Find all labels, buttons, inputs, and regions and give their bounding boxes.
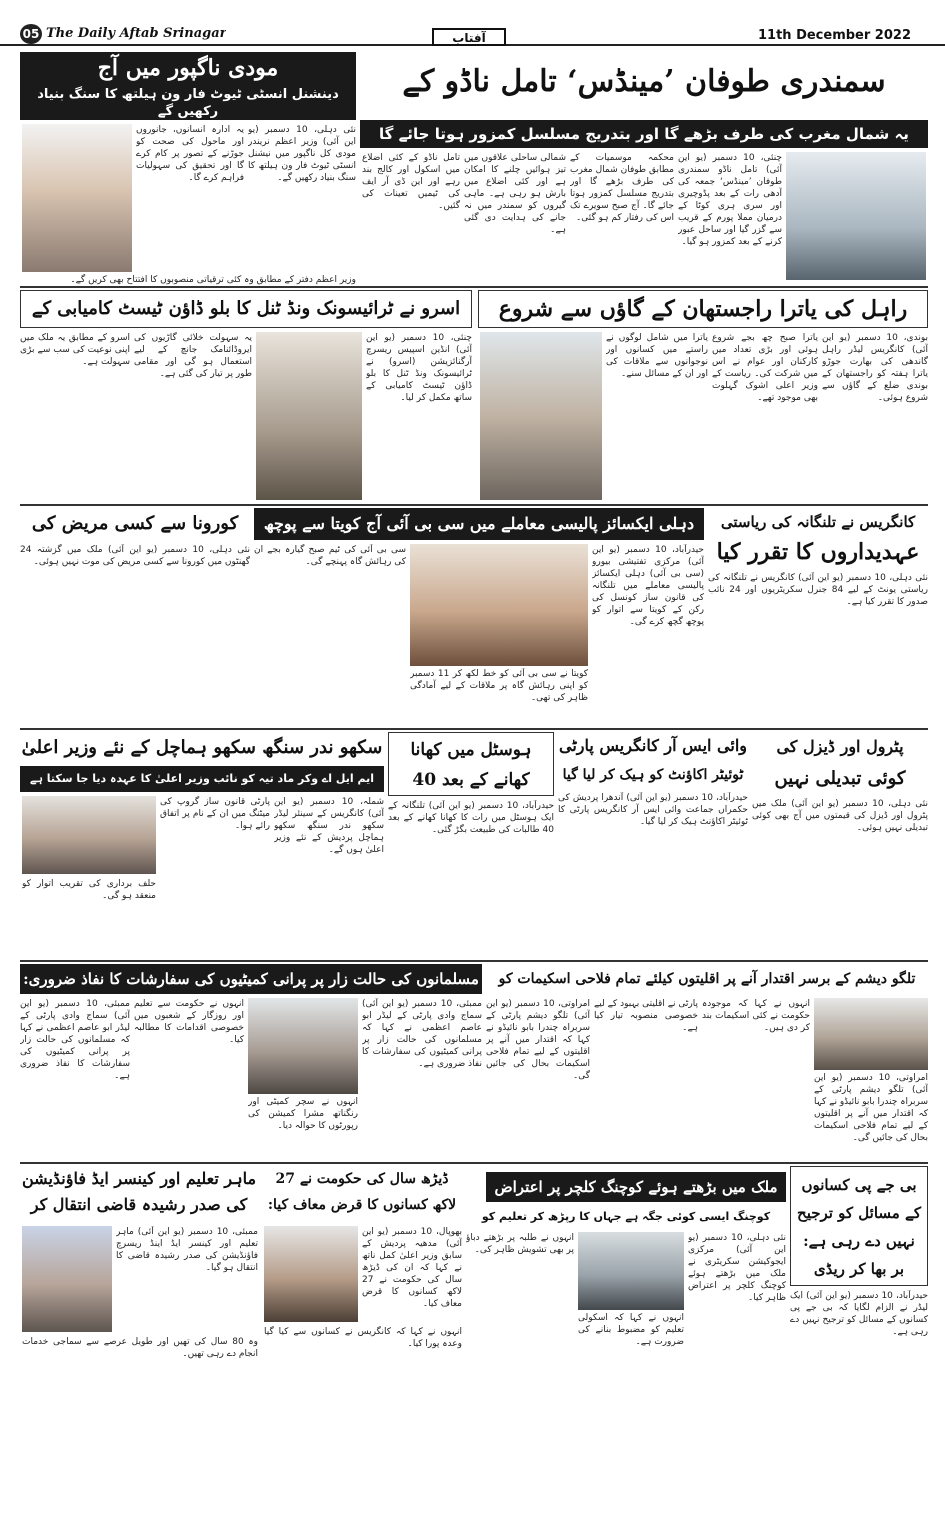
- paper-logo: آفتاب: [432, 28, 506, 46]
- divider: [20, 286, 928, 288]
- storm-col-4: تامل ناڈو کے کئی اضلاع میں اسکول اور کالج بند رہے اور این ڈی آر ایف کی ٹیمیں تعینات کی گئیں۔: [362, 153, 460, 211]
- petrol-headline: پٹرول اور ڈیزل کی: [776, 737, 904, 756]
- isro-col-2: یہ سہولت خلائی گاڑیوں کی ایروڈائنامک جانچ کے لیے استعمال ہو گی اور مقامی طور پر تیار کی گئی ہے۔: [134, 333, 252, 379]
- sukhu-col-3: حلف برداری کی تقریب اتوار کو منعقد ہو گی۔: [22, 879, 156, 901]
- azmi-photo: [248, 998, 358, 1094]
- secretary-photo: [578, 1232, 684, 1310]
- storm-subhead: یہ شمال مغرب کی طرف بڑھے گا اور بتدریج مسلسل کمزور ہوتا جائے گا: [360, 120, 928, 148]
- divider: [20, 1162, 928, 1164]
- naidu-col-1: امراوتی، 10 دسمبر (یو این آئی) تلگو دیشم پارٹی کے سربراہ چندرا بابو نائیڈو نے کہا کہ اقتدار میں آنے پر اقلیتوں کے لیے تمام فلاحی اسکیمات بحال کی جائیں گی۔: [814, 1073, 928, 1143]
- sukhu-headline: سکھو ندر سنگھ سکھو ہماچل کے نئے وزیر اعلیٰ: [21, 737, 383, 758]
- hostel-body: حیدرآباد، 10 دسمبر (یو این آئی) تلنگانہ کے ایک ہوسٹل میں رات کا کھانا کھانے کے بعد 40 طالبات کی طبیعت بگڑ گئی۔: [388, 801, 554, 835]
- ysrcp-headline: وائی ایس آر کانگریس پارٹی: [558, 736, 747, 755]
- sukhu-photo: [22, 796, 156, 874]
- farmers-body: حیدرآباد، 10 دسمبر (یو این آئی) ایک لیڈر نے الزام لگایا کہ بی جے پی کسانوں کے مسائل کو ترجیح نہیں دے رہی ہے۔: [790, 1291, 928, 1337]
- naidu-col-2: انہوں نے کہا کہ موجودہ حکومت نے کئی اسکیمات بند کر دی ہیں۔: [702, 999, 810, 1033]
- coaching-subhead: کوچنگ ایسی کوئی جگہ ہے جہاں کا رپڑھ کر تعلیم کو: [481, 1210, 771, 1223]
- corona-body: نئی دہلی، 10 دسمبر (یو این آئی) ملک میں گزشتہ 24 گھنٹوں میں کورونا سے کسی مریض کی موت نہیں ہوئی۔: [20, 545, 250, 567]
- modi-col-1: نئی دہلی، 10 دسمبر (یو این آئی) وزیر اعظم نریندر مودی کل ناگپور میں نیشنل انسٹی ٹیوٹ فار ون ہیلتھ کا سنگ بنیاد رکھیں گے۔: [248, 125, 356, 183]
- qazi-col-2: وہ 80 سال کی تھیں اور طویل عرصے سے سماجی خدمات انجام دے رہی تھیں۔: [22, 1337, 258, 1359]
- naidu-col-4: امراوتی، 10 دسمبر (یو این آئی) تلگو دیشم پارٹی کے سربراہ چندرا بابو نائیڈو نے کہا کہ اقتدار میں آنے پر اقلیتوں کے لیے تمام فلاحی اسکیمات بحال کی جائیں گی۔: [486, 999, 590, 1081]
- storm-col-2: محکمہ موسمیات کے مطابق طوفان شمال مغرب کی طرف بڑھے گا اور بتدریج مسلسل کمزور ہوتا جائے گا۔ آج صبح سویرے تک اس کی رفتار کم ہو گئی۔: [570, 153, 674, 223]
- ysrcp-subhead: ٹوئیٹر اکاؤنٹ کو ہیک کر لیا گیا: [562, 767, 744, 783]
- kamalnath-headline: ڈیڑھ سال کی حکومت نے 27 لاکھ کسانوں کا قرض معاف کیا:: [267, 1171, 457, 1213]
- coaching-col-3: انہوں نے طلبہ پر بڑھتے دباؤ پر بھی تشویش ظاہر کی۔: [466, 1233, 574, 1255]
- azmi-col-4: ممبئی، 10 دسمبر (یو این آئی) سماج وادی پارٹی کے لیڈر ابو عاصم اعظمی نے کہا کہ مسلمانوں کی حالت زار پر پرانی کمیٹیوں کی سفارشات کا نفاذ ضروری ہے۔: [20, 999, 130, 1081]
- congress-body: نئی دہلی، 10 دسمبر (یو این آئی) کانگریس نے تلنگانہ کی ریاستی یونٹ کے لیے 84 جنرل سکریٹریوں اور 24 نائب صدور کا تقرر کیا ہے۔: [708, 573, 928, 607]
- qazi-headline: ماہر تعلیم اور کینسر ایڈ فاؤنڈیشن کی صدر رشیدہ قاضی انتقال کر: [21, 1169, 257, 1214]
- modi-headline: مودی ناگپور میں آج: [20, 52, 356, 84]
- farmers-headline: بی جے پی کسانوں کے مسائل کو ترجیح نہیں دے رہی ہے: بر بھا کر ریڈی: [790, 1166, 928, 1286]
- sukhu-col-1: شملہ، 10 دسمبر (یو این آئی) کانگریس کے سینئر لیڈر سکھو ندر سنگھ سکھو ہماچل پردیش کے نئے وزیر اعلیٰ ہوں گے۔: [274, 797, 384, 855]
- divider: [20, 504, 928, 506]
- congress-subhead: عہدیداروں کا تقرر کیا: [716, 539, 920, 565]
- coaching-col-1: نئی دہلی، 10 دسمبر (یو این آئی) مرکزی ایجوکیشن سکریٹری نے ملک میں بڑھتے ہوئے کوچنگ کلچر پر اعتراض ظاہر کیا۔: [688, 1233, 786, 1303]
- sukhu-subhead: ایم ایل اے وکر ماد تیہ کو نائب وزیر اعلیٰ کا عہدہ دیا جا سکتا ہے: [20, 766, 384, 792]
- corona-headline: کورونا سے کسی مریض کی: [31, 513, 239, 534]
- azmi-col-3: انہوں نے حکومت سے تعلیم اور روزگار کے شعبوں میں خصوصی اقدامات کا مطالبہ کیا۔: [134, 999, 244, 1045]
- page-number: 05: [20, 24, 42, 44]
- storm-col-3: شمالی ساحلی علاقوں میں تیز ہوائیں چلنے کا امکان ہے اور کئی اضلاع میں بارش ہو رہی ہے۔ ماہی گیروں کو سمندر میں نہ جانے کی ہدایت دی گئی ہے۔: [464, 153, 566, 235]
- kamalnath-col-2: انہوں نے کہا کہ کانگریس نے کسانوں سے کیا گیا وعدہ پورا کیا۔: [264, 1327, 462, 1349]
- qazi-col-1: ممبئی، 10 دسمبر (یو این آئی) ماہر تعلیم اور کینسر ایڈ اینڈ ریسرچ فاؤنڈیشن کی صدر رشیدہ قاضی کا انتقال ہو گیا۔: [116, 1227, 258, 1273]
- excise-col-2: کویتا نے سی بی آئی کو خط لکھ کر 11 دسمبر کو اپنی رہائش گاہ پر ملاقات کے لیے آمادگی ظاہر کی تھی۔: [410, 669, 588, 703]
- paper-name: The Daily Aftab Srinagar: [46, 26, 227, 41]
- azmi-headline: مسلمانوں کی حالت زار پر پرانی کمیٹیوں کی سفارشات کا نفاذ ضروری:: [20, 964, 482, 994]
- coaching-headline: ملک میں بڑھتے ہوئے کوچنگ کلچر پر اعتراض: [486, 1172, 786, 1202]
- qazi-photo: [22, 1226, 112, 1332]
- naidu-photo: [814, 998, 928, 1070]
- ysrcp-body: حیدرآباد، 10 دسمبر (یو این آئی) آندھرا پردیش کی حکمراں جماعت وائی ایس آر کانگریس پارٹی کا ٹوئیٹر اکاؤنٹ ہیک کر لیا گیا۔: [558, 793, 748, 827]
- divider: [20, 960, 928, 962]
- sukhu-col-2: پارٹی قانون ساز گروپ کی میٹنگ میں ان کے نام پر اتفاق رائے ہوا۔: [160, 797, 270, 831]
- storm-headline: سمندری طوفان ’مینڈس‘ تامل ناڈو کے: [402, 64, 886, 99]
- rahul-col-1: بوندی، 10 دسمبر (یو این آئی) کانگریس لیڈر راہل گاندھی کی بھارت جوڑو یاترا ہفتہ کو راجستھان کے بوندی ضلع کے گاؤں سے شروع ہوئی۔: [822, 333, 928, 403]
- kamalnath-col-1: بھوپال، 10 دسمبر (یو این آئی) مدھیہ پردیش کے سابق وزیر اعلیٰ کمل ناتھ نے کہا کہ ان کی ڈیڑھ سال کی حکومت نے 27 لاکھ کسانوں کا قرض معاف کیا۔: [362, 1227, 462, 1309]
- coaching-col-2: انہوں نے کہا کہ اسکولی تعلیم کو مضبوط بنانے کی ضرورت ہے۔: [578, 1313, 684, 1347]
- rahul-headline: راہل کی یاترا راجستھان کے گاؤں سے شروع: [478, 290, 928, 328]
- rahul-col-3: یاترا میں شامل لوگوں نے راستے میں کسانوں اور نوجوانوں سے ملاقات کی اور ان کے مسائل سنے۔: [606, 333, 708, 379]
- rahul-col-2: یاترا صبح چھ بجے شروع ہوئی اور بڑی تعداد میں کارکنان اور عوام نے اس میں شرکت کی۔ ریاست کے وزیر اعلی اشوک گہلوت بھی موجود تھے۔: [712, 333, 818, 403]
- modi-col-2: یہ ادارہ انسانوں، جانوروں اور ماحول کی صحت کو جوڑنے کے تصور پر کام کرے گا اور تحقیق کی سہولیات فراہم کرے گا۔: [136, 125, 244, 183]
- modi-col-3: وزیر اعظم دفتر کے مطابق وہ کئی ترقیاتی منصوبوں کا افتتاح بھی کریں گے۔: [70, 275, 356, 285]
- kavitha-photo: [410, 544, 588, 666]
- naidu-headline: تلگو دیشم کے برسر اقتدار آنے پر اقلیتوں کیلئے تمام فلاحی اسکیمات کو: [498, 971, 916, 987]
- hostel-headline: ہوسٹل میں کھانا کھانے کے بعد 40: [388, 732, 554, 796]
- naidu-col-3: پارٹی نے اقلیتی بہبود کے لیے خصوصی منصوبہ تیار کیا ہے۔: [594, 999, 698, 1033]
- isro-col-1: چنئی، 10 دسمبر (یو این آئی) انڈین اسپیس ریسرچ آرگنائزیشن (اسرو) نے ٹرائیسونک ونڈ ٹنل کا بلو ڈاؤن ٹیسٹ کامیابی کے ساتھ مکمل کر لیا۔: [366, 333, 472, 403]
- modi-subhead: دینشنل انسٹی ٹیوٹ فار ون ہیلتھ کا سنگ بنیاد رکھیں گے: [20, 84, 356, 120]
- isro-col-3: اسرو کے مطابق یہ ملک میں اپنی نوعیت کی سب سے بڑی سہولت ہے۔: [20, 333, 130, 367]
- azmi-col-1: ممبئی، 10 دسمبر (یو این آئی) سماج وادی پارٹی کے لیڈر ابو عاصم اعظمی نے کہا کہ مسلمانوں کی حالت زار پر پرانی کمیٹیوں کی سفارشات کا نفاذ ضروری ہے۔: [362, 999, 482, 1069]
- modi-photo: [22, 124, 132, 272]
- storm-col-1: چنئی، 10 دسمبر (یو این آئی) تامل ناڈو سمندری طوفان ’مینڈس‘ جمعہ کی آدھی رات کے بعد پڈوچیری اور سری ہری کوٹا کے درمیان مملا پورم کے قریب سے گزر گیا اور ساحل عبور کرنے کے بعد کمزور ہو گیا۔: [678, 153, 782, 247]
- isro-photo: [256, 332, 362, 500]
- rahul-photo: [480, 332, 602, 500]
- azmi-col-2: انہوں نے سچر کمیٹی اور رنگناتھ مشرا کمیشن کی رپورٹوں کا حوالہ دیا۔: [248, 1097, 358, 1131]
- excise-headline: دہلی ایکسائز پالیسی معاملے میں سی بی آئی آج کویتا سے پوچھ: [254, 508, 704, 540]
- kamalnath-photo: [264, 1226, 358, 1322]
- issue-date: 11th December 2022: [757, 28, 911, 43]
- excise-col-1: حیدرآباد، 10 دسمبر (یو این آئی) مرکزی تفتیشی بیورو (سی بی آئی) دہلی ایکسائز پالیسی معاملے میں تلنگانہ کی قانون ساز کونسل کی رکن کے کویتا سے اتوار کو پوچھ گچھ کرے گی۔: [592, 545, 704, 627]
- excise-col-3: سی بی آئی کی ٹیم صبح گیارہ بجے ان کی رہائش گاہ پہنچے گی۔: [254, 545, 406, 567]
- petrol-body: نئی دہلی، 10 دسمبر (یو این آئی) ملک میں پٹرول اور ڈیزل کی قیمتوں میں آج بھی کوئی تبدیلی نہیں ہوئی۔: [752, 799, 928, 833]
- divider: [20, 728, 928, 730]
- petrol-subhead: کوئی تبدیلی نہیں: [774, 768, 906, 789]
- storm-photo: [786, 152, 926, 280]
- isro-headline: اسرو نے ٹرائیسونک ونڈ ٹنل کا بلو ڈاؤن ٹیسٹ کامیابی کے: [20, 290, 472, 328]
- congress-headline: کانگریس نے تلنگانہ کی ریاستی: [720, 513, 916, 531]
